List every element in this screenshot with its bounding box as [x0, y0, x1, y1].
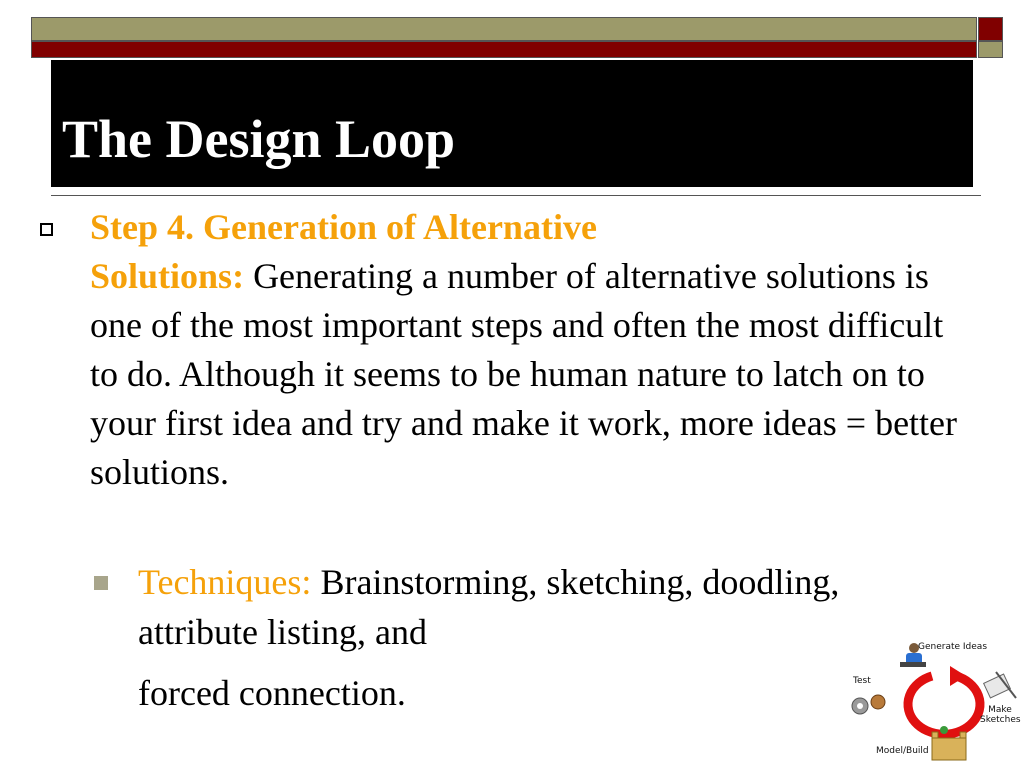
- loop-label-test: Test: [853, 676, 871, 686]
- loop-label-generate-ideas: Generate Ideas: [918, 642, 988, 652]
- step-heading-line2: Solutions:: [90, 256, 245, 296]
- top-bar-maroon: [31, 41, 977, 58]
- design-loop-diagram: [848, 640, 1024, 768]
- step-description-rest: solutions is one of the most important steps and often the most difficult to do. Although it seems to be human nature to latch on to your first idea and try and make it work, more ideas = better solutions.: [90, 256, 958, 492]
- techniques-text: Brainstorming, sketching, doodling, attribute listing, and: [138, 562, 840, 652]
- main-bullet-text: [90, 203, 960, 497]
- loop-label-model-build: Model/Build: [876, 746, 929, 756]
- sub-bullet-text-last: forced connection.: [138, 673, 406, 713]
- bullet-filled-square-icon: [94, 576, 108, 590]
- step-description-start: Generating a number of alternative: [244, 256, 757, 296]
- sub-bullet-text: [138, 557, 898, 657]
- techniques-label: Techniques:: [138, 562, 312, 602]
- step-heading-line1: Step 4. Generation of Alternative: [90, 207, 597, 247]
- corner-square-maroon: [978, 17, 1003, 41]
- bullet-hollow-square-icon: [40, 223, 53, 236]
- top-bar-olive: [31, 17, 977, 41]
- gears-icon: [852, 695, 885, 714]
- corner-square-olive: [978, 41, 1003, 58]
- loop-arrow-icon: [908, 676, 980, 734]
- sketch-tools-icon: [984, 672, 1016, 698]
- design-loop-graphic: [848, 640, 1024, 768]
- slide-title: The Design Loop: [62, 109, 456, 169]
- title-divider: [51, 195, 981, 196]
- loop-label-make-sketches: Make Sketches: [980, 705, 1021, 725]
